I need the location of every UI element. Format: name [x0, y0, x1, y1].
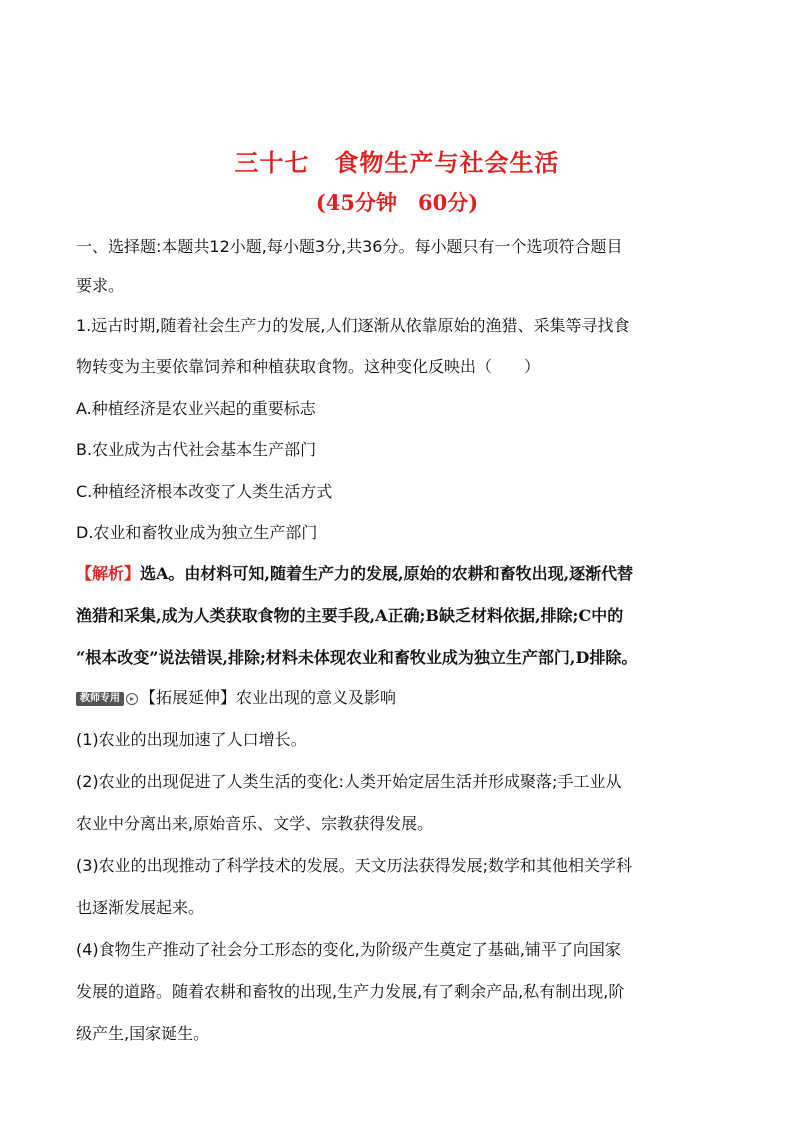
extension-item-4-line-2: 发展的道路。随着农耕和畜牧的出现,生产力发展,有了剩余产品,私有制出现,阶: [76, 982, 625, 1001]
extension-item-2-line-2: 农业中分离出来,原始音乐、文学、宗教获得发展。: [76, 814, 434, 833]
analysis-label: 【解析】: [76, 564, 141, 583]
option-d: D.农业和畜牧业成为独立生产部门: [76, 523, 318, 542]
extension-item-2-line-1: (2)农业的出现促进了人类生活的变化:人类开始定居生活并形成聚落;手工业从: [76, 772, 622, 791]
analysis-line-3: “根本改变”说法错误,排除;材料未体现农业和畜牧业成为独立生产部门,D排除。: [76, 648, 638, 667]
teacher-only-badge: 教师专用: [76, 692, 124, 706]
analysis-text-1: 选A。由材料可知,随着生产力的发展,原始的农耕和畜牧出现,逐渐代替: [140, 564, 634, 583]
extension-item-3-line-2: 也逐渐发展起来。: [76, 898, 205, 917]
page-subtitle: (45分钟 60分): [315, 190, 479, 215]
extension-heading: 【拓展延伸】农业出现的意义及影响: [140, 688, 397, 707]
arrow-right-icon: ▸: [126, 693, 138, 705]
section-header-line-2: 要求。: [76, 276, 125, 295]
analysis-line-1: [76, 552, 726, 595]
section-header-line-1: 一、选择题:本题共12小题,每小题3分,共36分。每小题只有一个选项符合题目: [76, 237, 623, 256]
question-stem-line-2: 物转变为主要依靠饲养和种植获取食物。这种变化反映出（ ）: [76, 357, 541, 376]
extension-item-4-line-1: (4)食物生产推动了社会分工形态的变化,为阶级产生奠定了基础,铺平了向国家: [76, 940, 621, 959]
question-stem-line-1: 1.远古时期,随着社会生产力的发展,人们逐渐从依靠原始的渔猎、采集等寻找食: [76, 316, 630, 335]
option-b: B.农业成为古代社会基本生产部门: [76, 440, 317, 459]
extension-item-4-line-3: 级产生,国家诞生。: [76, 1024, 210, 1043]
analysis-line-2: 渔猎和采集,成为人类获取食物的主要手段,A正确;B缺乏材料依据,排除;C中的: [76, 606, 624, 625]
extension-heading-line: [76, 677, 726, 719]
extension-item-1: (1)农业的出现加速了人口增长。: [76, 730, 307, 749]
option-a: A.种植经济是农业兴起的重要标志: [76, 399, 316, 418]
page-title: 三十七 食物生产与社会生活: [234, 149, 560, 177]
option-c: C.种植经济根本改变了人类生活方式: [76, 482, 333, 501]
extension-item-3-line-1: (3)农业的出现推动了科学技术的发展。天文历法获得发展;数学和其他相关学科: [76, 856, 633, 875]
